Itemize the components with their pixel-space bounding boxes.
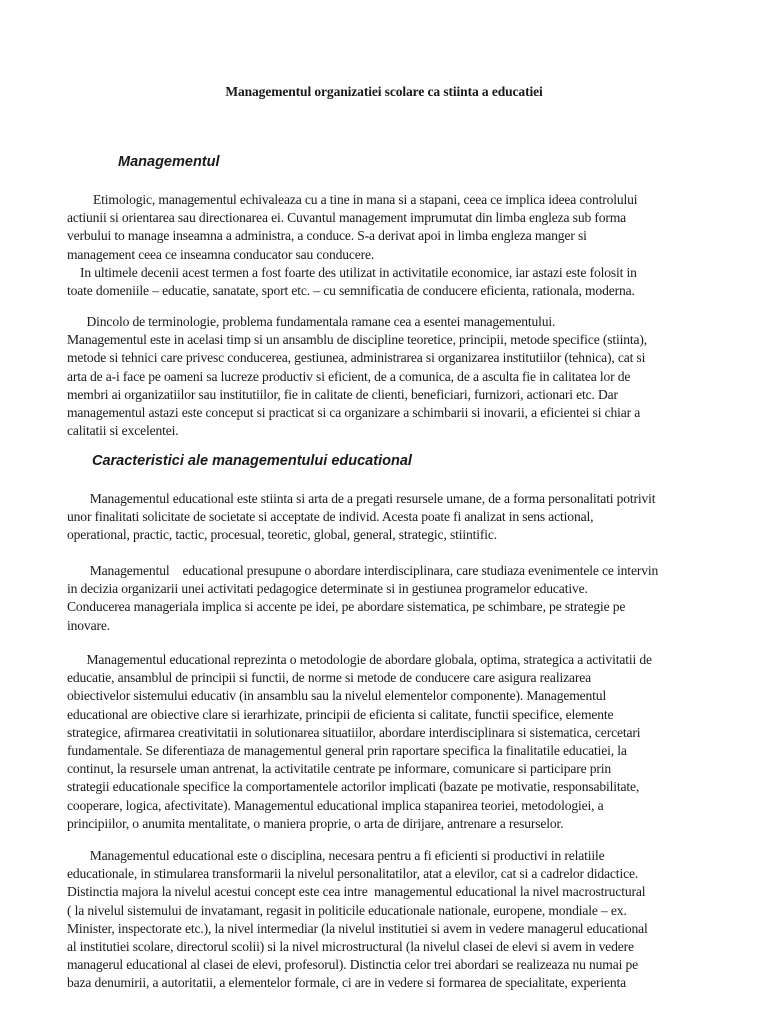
text-line: operational, practic, tactic, procesual, teoretic, global, general, strategic, stiintific.: [67, 527, 497, 543]
text-line: actiunii si orientarea sau directionarea ei. Cuvantul management imprumutat din limba engleza sub forma: [67, 210, 627, 226]
text-line: obiectivelor sistemului educativ (in ansamblu sau la nivelul elementelor componente). Managementul: [67, 688, 607, 704]
text-line: al institutiei scolare, directorul scolii) si la nivel microstructural (la nivelul clasei de elevi si avem in vedere: [67, 939, 634, 955]
text-line: Distinctia majora la nivelul acestui concept este cea intre managementul educational la nivel macrostructural: [67, 884, 646, 900]
text-line: educationale, in stimularea transformarii la nivelul personalitatilor, atat a elevilor, cat si a cadrelor didactice.: [67, 866, 639, 882]
paragraph: [67, 191, 749, 264]
text-line: managementul astazi este conceput si practicat si ca organizare a schimbarii si inovarii, a eficientei si chiar a: [67, 405, 641, 421]
text-line: unor finalitati solicitate de societate si acceptate de individ. Acesta poate fi analizat in sens actional,: [67, 509, 594, 525]
text-line: ( la nivelul sistemului de invatamant, regasit in politicile educationale nationale, europene, mondiale – ex.: [67, 902, 627, 918]
paragraph: [67, 490, 749, 545]
section-heading-managementul: Managementul: [118, 154, 220, 170]
text-line: In ultimele decenii acest termen a fost foarte des utilizat in activitatile economice, iar astazi este folosit in: [67, 265, 637, 280]
paragraph: [67, 651, 749, 833]
text-line: Managementul educational presupune o abordare interdisciplinara, care studiaza evenimentele ce intervin: [67, 563, 659, 578]
text-line: management ceea ce inseamna conducator sau conducere.: [67, 246, 375, 262]
text-line: principiilor, o anumita mentalitate, o maniera proprie, o arta de dirijare, antrenare a resurselor.: [67, 815, 564, 831]
text-line: continut, la resursele uman antrenat, la activitatile centrate pe informare, comunicare si participare prin: [67, 761, 612, 777]
paragraph: [67, 264, 749, 300]
text-line: Managementul educational este o disciplina, necesara pentru a fi eficienti si productivi in relatiile: [67, 848, 605, 863]
text-line: Minister, inspectorate etc.), la nivel intermediar (la nivelul institutiei si avem in vedere managerul educational: [67, 920, 648, 936]
text-line: educational are obiective clare si ierarhizate, principii de eficienta si calitate, functii specifice, elemente: [67, 706, 614, 722]
paragraph: [67, 562, 749, 635]
paragraph: [67, 847, 749, 993]
text-line: strategice, afirmarea creativitatii in solutionarea situatiilor, abordare interdisciplinara si sistematica, cercetari: [67, 724, 641, 740]
section-heading-caracteristici: Caracteristici ale managementului educational: [92, 453, 412, 469]
text-line: Managementul este in acelasi timp si un ansamblu de discipline teoretice, principii, metode specifice (stiinta),: [67, 332, 648, 348]
text-line: arta de a-i face pe oameni sa lucreze productiv si eficient, de a comunica, de a asculta fie in calitatea lor de: [67, 368, 631, 384]
text-line: membri ai organizatiilor sau institutiilor, fie in calitate de clienti, beneficiari, furnizori, actionari etc. Dar: [67, 386, 618, 402]
text-line: verbului to manage inseamna a administra, a conduce. S-a derivat apoi in limba engleza manger si: [67, 228, 587, 244]
text-line: toate domeniile – educatie, sanatate, sport etc. – cu semnificatia de conducere eficienta, rationala, moderna.: [67, 283, 635, 299]
text-line: cooperare, logica, afectivitate). Managementul educational implica stapanirea teoriei, metodologiei, a: [67, 797, 604, 813]
text-line: Managementul educational este stiinta si arta de a pregati resursele umane, de a forma personalitati potrivit: [67, 491, 656, 506]
text-line: Managementul educational reprezinta o metodologie de abordare globala, optima, strategica a activitatii de: [67, 652, 652, 667]
paragraph: [67, 313, 749, 440]
text-line: inovare.: [67, 617, 110, 633]
text-line: strategii educationale specifice la comportamentele actorilor implicati (bazate pe motivatie, responsabilitate,: [67, 779, 640, 795]
text-line: Conducerea manageriala implica si accente pe idei, pe abordare sistematica, pe schimbare, pe strategie pe: [67, 599, 626, 615]
text-line: Etimologic, managementul echivaleaza cu a tine in mana si a stapani, ceea ce implica ideea controlului: [67, 192, 638, 207]
text-line: baza denumirii, a autoritatii, a elementelor formale, ci are in vedere si formarea de specialitate, experienta: [67, 975, 627, 991]
text-line: in decizia organizarii unei activitati pedagogice determinate si in gestiunea programelor educative.: [67, 581, 588, 597]
document-title: Managementul organizatiei scolare ca stiinta a educatiei: [225, 84, 543, 99]
text-line: metode si tehnici care privesc conducerea, gestiunea, administrarea si organizarea institutiilor (tehnica), cat si: [67, 350, 646, 366]
text-line: Dincolo de terminologie, problema fundamentala ramane cea a esentei managementului.: [67, 314, 556, 329]
text-line: managerul educational al clasei de elevi, profesorul). Distinctia celor trei abordari se realizeaza nu numai pe: [67, 957, 639, 973]
text-line: calitatii si excelentei.: [67, 423, 179, 439]
text-line: educatie, ansamblul de principii si functii, de norme si metode de conducere care asigura realizarea: [67, 670, 591, 686]
text-line: fundamentale. Se diferentiaza de managementul general prin raportare specifica la finalitatile educatiei, la: [67, 743, 627, 759]
